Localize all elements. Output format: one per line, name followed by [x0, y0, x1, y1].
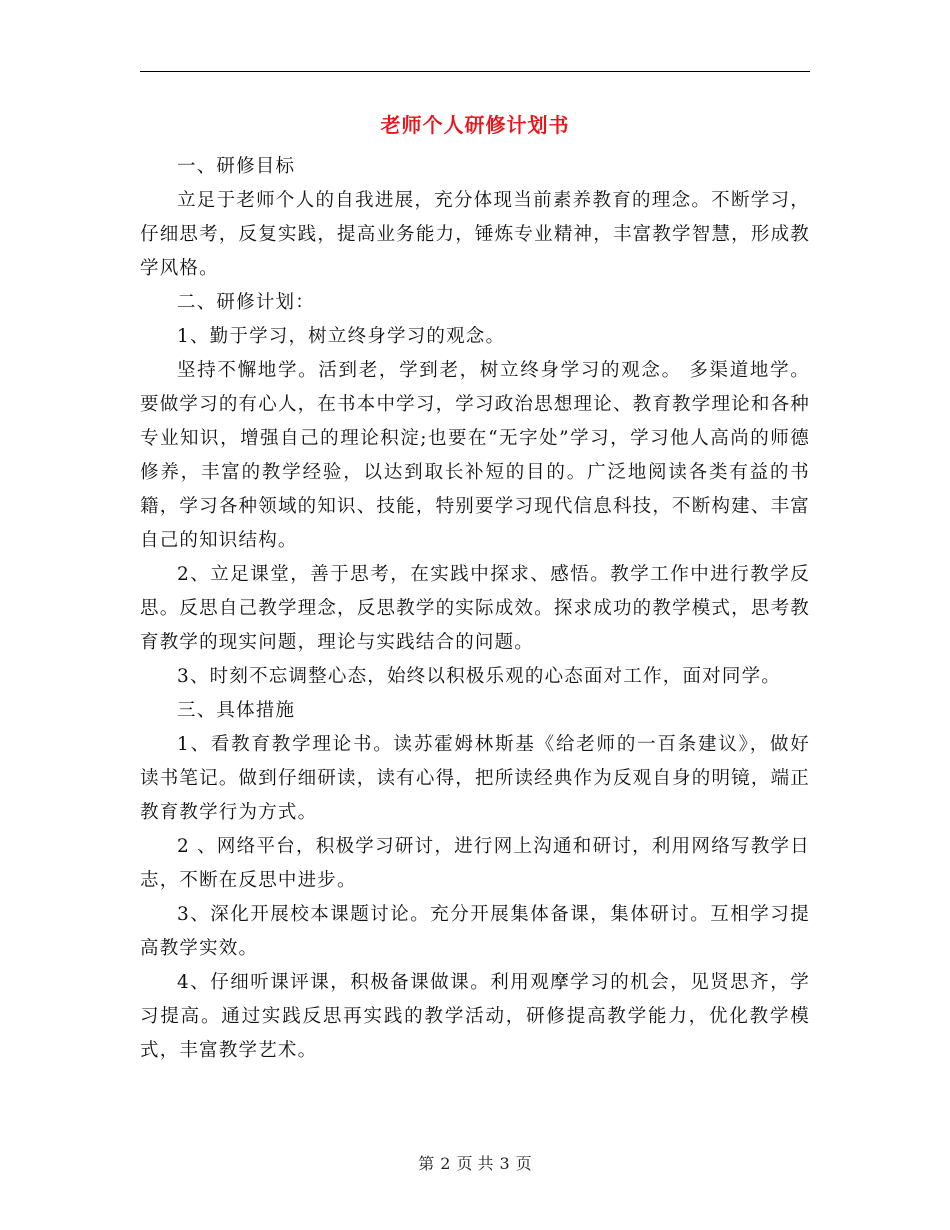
page-total: 3 — [499, 1154, 510, 1173]
plan-item-3: 3、时刻不忘调整心态，始终以积极乐观的心态面对工作，面对同学。 — [177, 666, 781, 687]
section-heading-measures: 三、具体措施 — [177, 700, 296, 721]
measure-item-1: 1、看教育教学理论书。读苏霍姆林斯基《给老师的一百条建议》，做好读书笔记。做到仔细研读，读有心得，把所读经典作为反观自身的明镜，端正教育教学行为方式。 — [140, 734, 810, 823]
measure-item-2: 2 、网络平台，积极学习研讨，进行网上沟通和研讨，利用网络写教学日志，不断在反思中进步。 — [140, 836, 810, 891]
page-number-footer — [0, 1152, 950, 1176]
page-current: 2 — [440, 1154, 451, 1173]
document-body — [140, 150, 810, 1068]
paragraph-goals: 立足于老师个人的自我进展，充分体现当前素养教育的理念。不断学习，仔细思考，反复实践，提高业务能力，锤炼专业精神，丰富教学智慧，形成教学风格。 — [140, 190, 810, 279]
plan-item-2: 2、立足课堂，善于思考，在实践中探求、感悟。教学工作中进行教学反思。反思自己教学理念，反思教学的实际成效。探求成功的教学模式，思考教育教学的现实问题，理论与实践结合的问题。 — [140, 564, 810, 653]
section-heading-plan: 二、研修计划： — [177, 292, 315, 313]
page-prefix: 第 — [418, 1154, 435, 1173]
paragraph-lifelong-learning: 坚持不懈地学。活到老，学到老，树立终身学习的观念。 多渠道地学。要做学习的有心人，在书本中学习，学习政治思想理论、教育教学理论和各种专业知识，增强自己的理论积淀;也要在“无字处”学习，学习他人高尚的师德修养，丰富的教学经验，以达到取长补短的目的。广泛地阅读各类有益的书籍，学习各种领域的知识、技能，特别要学习现代信息科技，不断构建、丰富自己的知识结构。 — [140, 360, 810, 551]
measure-item-3: 3、深化开展校本课题讨论。充分开展集体备课，集体研讨。互相学习提高教学实效。 — [140, 904, 810, 959]
section-heading-goals: 一、研修目标 — [177, 156, 296, 177]
measure-item-4: 4、仔细听课评课，积极备课做课。利用观摩学习的机会，见贤思齐，学习提高。通过实践反思再实践的教学活动，研修提高教学能力，优化教学模式，丰富教学艺术。 — [140, 972, 810, 1061]
page-suffix: 页 — [515, 1154, 532, 1173]
plan-item-1: 1、勤于学习，树立终身学习的观念。 — [177, 326, 506, 347]
document-title: 老师个人研修计划书 — [380, 113, 570, 137]
header-rule — [140, 71, 810, 72]
page-mid: 页 共 — [456, 1154, 494, 1173]
